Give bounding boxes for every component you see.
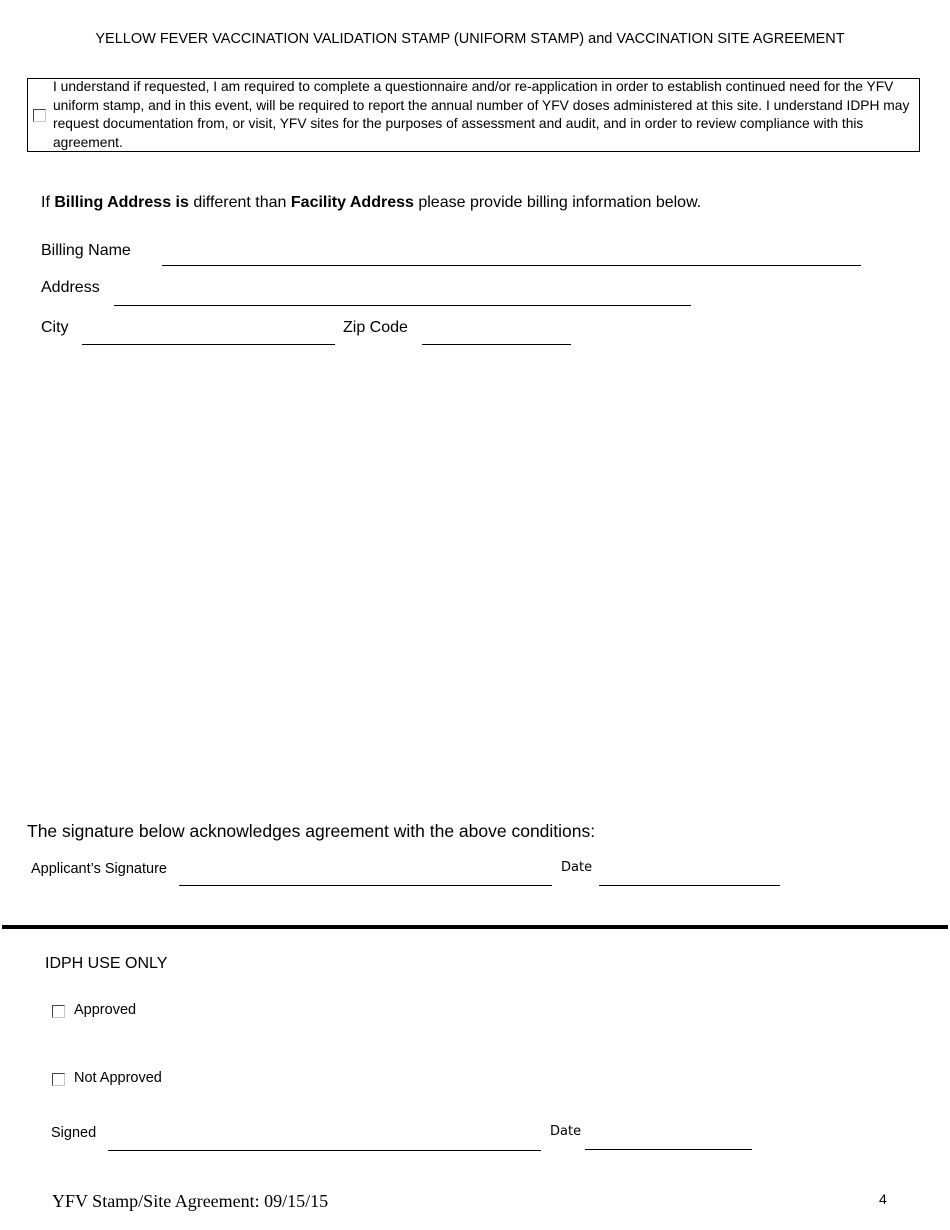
- idph-heading: IDPH USE ONLY: [45, 955, 168, 972]
- not-approved-checkbox[interactable]: [52, 1073, 65, 1086]
- page-title: YELLOW FEVER VACCINATION VALIDATION STAMP (UNIFORM STAMP) and VACCINATION SITE AGREEMENT: [95, 31, 845, 47]
- agreement-text: I understand if requested, I am required to complete a questionnaire and/or re-application in order to establish continued need for the YFV uniform stamp, and in this event, will be required to report the annual number of YFV doses administered at this site. I understand IDPH may request documentation from, or visit, YFV sites for the purposes of assessment and audit, and in order to review compliance with this agreement.: [53, 79, 910, 150]
- billing-note-prefix: If: [41, 194, 55, 211]
- agreement-checkbox[interactable]: [33, 109, 46, 122]
- billing-note-suffix: please provide billing information below.: [413, 194, 702, 211]
- idph-signed-field[interactable]: [108, 1150, 541, 1151]
- billing-city-field[interactable]: [82, 344, 335, 345]
- applicant-signature-label: Applicant’s Signature: [31, 861, 167, 877]
- idph-date-field[interactable]: [585, 1149, 752, 1150]
- billing-note-bold-facility: Facility Address: [290, 194, 414, 211]
- applicant-signature-field[interactable]: [179, 885, 552, 886]
- billing-address-label: Address: [41, 279, 100, 296]
- billing-name-field[interactable]: [162, 265, 861, 266]
- billing-name-label: Billing Name: [41, 242, 131, 259]
- billing-zip-label: Zip Code: [343, 319, 408, 336]
- idph-date-label: Date: [550, 1124, 582, 1139]
- billing-zip-field[interactable]: [422, 344, 571, 345]
- billing-city-label: City: [41, 319, 69, 336]
- footer-text: YFV Stamp/Site Agreement: 09/15/15: [52, 1191, 329, 1211]
- page-number: 4: [879, 1191, 887, 1207]
- signature-intro: The signature below acknowledges agreement with the above conditions:: [27, 821, 596, 841]
- applicant-date-label: Date: [561, 860, 593, 875]
- billing-note-mid: different than: [188, 194, 291, 211]
- applicant-date-field[interactable]: [599, 885, 780, 886]
- section-divider: [2, 925, 948, 929]
- billing-address-field[interactable]: [114, 305, 691, 306]
- approved-label: Approved: [74, 1002, 137, 1018]
- idph-signed-label: Signed: [51, 1125, 97, 1141]
- approved-checkbox[interactable]: [52, 1005, 65, 1018]
- not-approved-label: Not Approved: [74, 1070, 162, 1086]
- billing-instruction: [41, 194, 701, 212]
- billing-note-bold-billing: Billing Address is: [54, 194, 189, 211]
